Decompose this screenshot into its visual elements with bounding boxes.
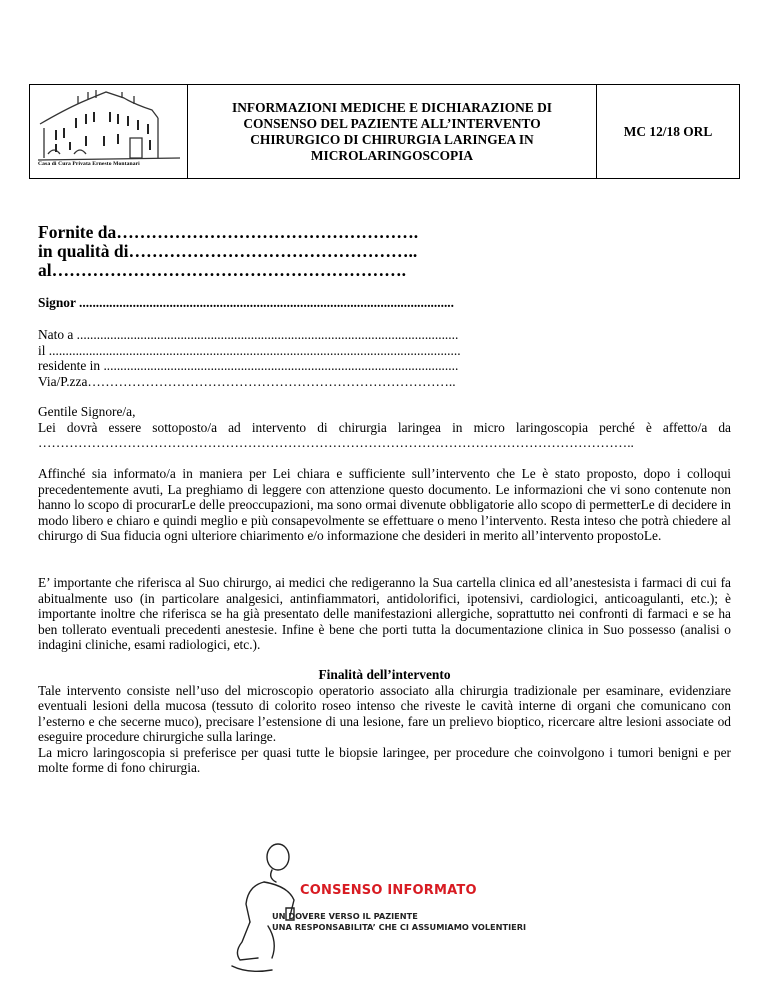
- section-heading: Finalità dell’intervento: [318, 667, 451, 682]
- title-line: INFORMAZIONI MEDICHE E DICHIARAZIONE DI: [232, 99, 552, 115]
- logo-cell: [30, 85, 188, 179]
- consent-logo: [228, 842, 558, 982]
- consent-subtitle-line: UN DOVERE VERSO IL PAZIENTE: [272, 911, 418, 921]
- residence-field: residente in ..........................................................................................................: [38, 358, 459, 373]
- section-text: Tale intervento consiste nell’uso del microscopio operatorio associato alla chirurgia tradizionale per esaminare, evidenziare eventuali lesioni della mucosa (tessuto di colorito roseo intenso che riveste le cavità interne di organi che comunicano con l’esterno e che secerne muco), precisare l’estensione di una lesione, fare un prelievo bioptico, ricercare altre lesioni associate od eseguire procedure chirurgiche sulla laringe.: [38, 682, 731, 744]
- birthdate-field: il ...........................................................................................................................: [38, 342, 461, 358]
- document-code: MC 12/18 ORL: [597, 85, 740, 179]
- logo-caption: Casa di Cura Privata Ernesto Montanari: [38, 161, 140, 167]
- birthplace-field: Nato a ..................................................................................................................: [38, 327, 459, 342]
- address-field: Via/P.zza………………………………………………………………………..: [38, 373, 456, 389]
- recipient-line: al…………………………………………………….: [38, 261, 406, 280]
- greeting: Gentile Signore/a,: [38, 404, 136, 419]
- section-text: La micro laringoscopia si preferisce per quasi tutte le biopsie laringee, per procedure che coinvolgono i tumori benigni e per molte forme di fono chirurgia.: [38, 744, 731, 775]
- patient-block: [38, 295, 731, 311]
- role-line: in qualità di…………………………………………..: [38, 242, 418, 261]
- consent-title: CONSENSO INFORMATO: [300, 883, 477, 898]
- title-line: CHIRURGICO DI CHIRURGIA LARINGEA IN: [250, 131, 534, 147]
- info-paragraph: Affinché sia informato/a in maniera per Lei chiara e sufficiente sull’intervento che Le è stato proposto, dopo i colloqui precedentemente avuti, La preghiamo di leggere con attenzione questo documento. Le informazioni che vi sono contenute non hanno lo scopo di procurarLe delle preoccupazioni, ma sono ormai divenute obbligatorie allo scopo di permetterLe di decidere in modo libero e chiaro e quindi meglio e più consapevolmente se effettuare o meno l’intervento. Resta inteso che potrà chiedere al chirurgo di Sua fiducia ogni ulteriore chiarimento e/o informazione che desideri in merito all’intervento propostoLe.: [38, 466, 731, 543]
- consent-subtitle: [272, 911, 526, 933]
- patient-details: [38, 327, 731, 389]
- signor-field: Signor ................................................................................................................: [38, 295, 454, 310]
- medication-paragraph: E’ importante che riferisca al Suo chirurgo, ai medici che redigeranno la Sua cartella clinica ed all’anestesista i farmaci di cui fa abitualmente uso (in particolare analgesici, antinfiammatori, antidolorifici, ipotensivi, cardiologici, anticoagulanti, etc.); è importante inoltre che riferisca se ha già presentato delle manifestazioni allergiche, soprattutto nei confronti di farmaci e se ha ben tollerato eventuali precedenti anestesie. Infine è bene che porti tutta la documentazione clinica in Suo possesso (analisi o indagini cliniche, esami radiologici, etc.).: [38, 575, 731, 652]
- clinic-building-logo: [34, 88, 184, 162]
- intro-text: Lei dovrà essere sottoposto/a ad intervento di chirurgia laringea in micro laringoscopia perché è affetto/a da: [38, 419, 731, 435]
- consent-subtitle-line: UNA RESPONSABILITA’ CHE CI ASSUMIAMO VOLENTIERI: [272, 922, 527, 932]
- purpose-section: [38, 667, 731, 776]
- document-header: [29, 84, 740, 179]
- title-line: CONSENSO DEL PAZIENTE ALL’INTERVENTO: [243, 115, 541, 131]
- provided-by-block: [38, 223, 418, 280]
- provided-by-line: Fornite da…………………………………………….: [38, 223, 419, 242]
- title-line: MICROLARINGOSCOPIA: [310, 147, 474, 163]
- intro-block: [38, 404, 731, 451]
- condition-blank: ……………………………………………………………………………………………………………………..: [38, 435, 634, 450]
- document-title: [188, 85, 597, 179]
